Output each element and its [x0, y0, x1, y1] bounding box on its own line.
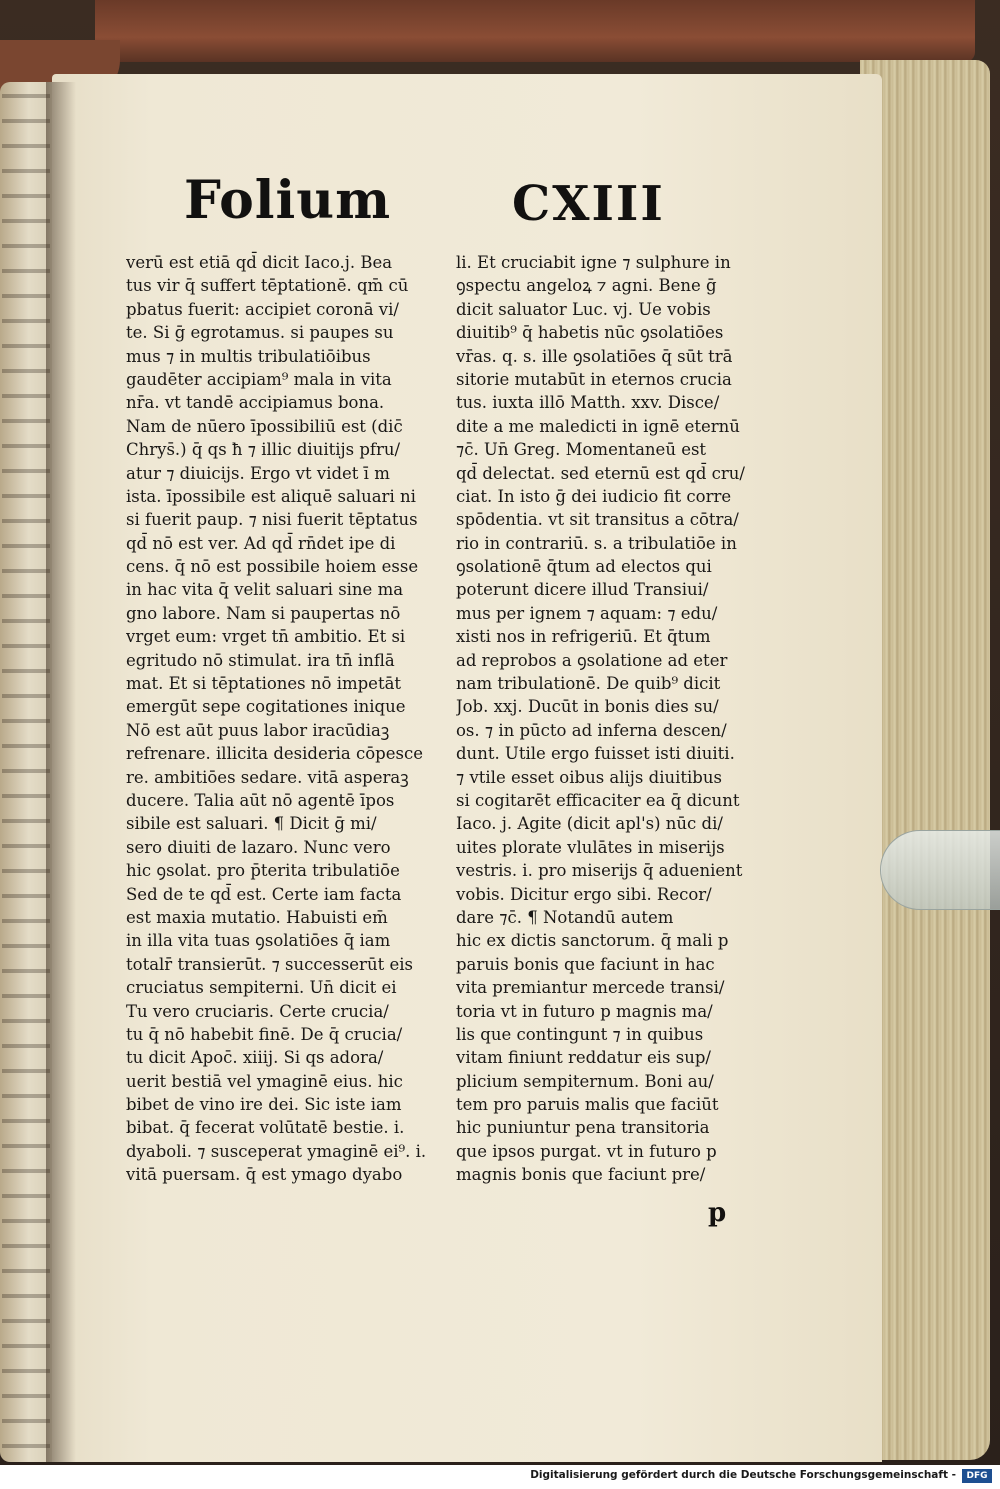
text-line: vita premiantur mercede transi/ [456, 978, 725, 998]
text-line: ducere. Talia aūt nō agentē īpos [126, 790, 395, 810]
text-line: gno labore. Nam si paupertas nō [126, 603, 401, 623]
text-line: si fuerit paup. ⁊ nisi fuerit tēptatus [126, 510, 418, 530]
text-line: vestris. i. pro miserijs q̄ aduenient [456, 861, 743, 881]
text-line: mus per ignem ⁊ aquam: ⁊ edu/ [456, 603, 718, 623]
text-column-right [456, 251, 766, 1187]
text-line: ciat. In isto ḡ dei iudicio fit corre [456, 486, 732, 506]
text-line: re. ambitiōes sedare. vitā asperaꝫ [126, 767, 409, 787]
text-line: lis que contingunt ⁊ in quibus [456, 1024, 704, 1044]
text-line: nr̄a. vt tandē accipiamus bona. [126, 393, 385, 413]
text-line: ista. īpossibile est aliquē saluari ni [126, 486, 416, 506]
text-line: toria vt in futuro p magnis ma/ [456, 1001, 713, 1021]
text-line: magnis bonis que faciunt pre/ [456, 1165, 706, 1185]
text-line: refrenare. illicita desideria cōpesce [126, 744, 423, 764]
text-line: Sed de te qd̄ est. Certe iam facta [126, 884, 402, 904]
text-line: est maxia mutatio. Habuisti em̄ [126, 907, 388, 927]
text-line: os. ⁊ in pūcto ad inferna descen/ [456, 720, 727, 740]
text-line: qd̄ nō est ver. Ad qd̄ rn̄det ipe di [126, 533, 396, 553]
text-line: hic ex dictis sanctorum. q̄ mali p [456, 931, 729, 951]
text-line: bibat. q̄ fecerat volūtatē bestie. i. [126, 1118, 405, 1138]
text-line: tus. iuxta illō Matth. xxv. Disce/ [456, 393, 720, 413]
page-header [0, 170, 1000, 240]
signature-mark: p [708, 1198, 727, 1228]
text-line: Job. xxj. Ducūt in bonis dies su/ [456, 697, 719, 717]
text-line: poterunt dicere illud Transiui/ [456, 580, 709, 600]
text-line: in hac vita q̄ velit saluari sine ma [126, 580, 404, 600]
text-line: dare ⁊c̄. ¶ Notandū autem [456, 907, 674, 927]
text-line: hic puniuntur pena transitoria [456, 1118, 710, 1138]
text-line: atur ⁊ diuicijs. Ergo vt videt ī m [126, 463, 390, 483]
text-line: vrget eum: vrget tn̄ ambitio. Et si [126, 627, 406, 647]
dfg-logo: DFG [962, 1469, 992, 1483]
text-line: vitam finiunt reddatur eis sup/ [456, 1048, 711, 1068]
left-page-edge [0, 82, 52, 1462]
text-line: nam tribulationē. De quib⁹ dicit [456, 674, 721, 694]
text-line: xisti nos in refrigeriū. Et q̄tum [456, 627, 711, 647]
text-line: dite a me maledicti in ignē eternū [456, 416, 740, 436]
text-line: ꝯspectu angeloꝝ ⁊ agni. Bene ḡ [456, 276, 717, 296]
text-line: ꝯsolationē q̄tum ad electos qui [456, 557, 712, 577]
text-line: egritudo nō stimulat. ira tn̄ inflā [126, 650, 395, 670]
text-line: cruciatus sempiterni. Un̄ dicit ei [126, 978, 397, 998]
text-line: uerit bestiā vel ymaginē eius. hic [126, 1071, 403, 1091]
text-line: si cogitarēt efficaciter ea q̄ dicunt [456, 790, 740, 810]
text-line: cens. q̄ nō est possibile hoiem esse [126, 557, 419, 577]
text-line: dunt. Utile ergo fuisset isti diuiti. [456, 744, 735, 764]
footer-credit: Digitalisierung gefördert durch die Deutsche Forschungsgemeinschaft - [530, 1469, 956, 1481]
text-line: tem pro paruis malis que faciūt [456, 1095, 719, 1115]
book-cover-top [95, 0, 975, 62]
page-gutter-shadow [46, 82, 76, 1462]
text-line: qd̄ delectat. sed eternū est qd̄ cru/ [456, 463, 745, 483]
text-line: ⁊c̄. Un̄ Greg. Momentaneū est [456, 440, 707, 460]
text-line: in illa vita tuas ꝯsolatiōes q̄ iam [126, 931, 391, 951]
text-line: sibile est saluari. ¶ Dicit ḡ mi/ [126, 814, 377, 834]
text-line: mus ⁊ in multis tribulatiōibus [126, 346, 371, 366]
text-line: verū est etiā qd̄ dicit Iaco.j. Bea [126, 253, 393, 272]
text-line: plicium sempiternum. Boni au/ [456, 1071, 714, 1091]
text-line: ad reprobos a ꝯsolatione ad eter [456, 650, 728, 670]
text-line: Iaco. j. Agite (dicit apl's) nūc di/ [456, 814, 723, 834]
text-line: dicit saluator Luc. vj. Ue vobis [456, 299, 711, 319]
text-line: sero diuiti de lazaro. Nunc vero [126, 837, 391, 857]
text-line: emergūt sepe cogitationes inique [126, 697, 406, 717]
text-line: gaudēter accipiam⁹ mala in vita [126, 369, 392, 389]
text-line: dyaboli. ⁊ susceperat ymaginē ei⁹. i. [126, 1141, 427, 1161]
text-line: spōdentia. vt sit transitus a cōtra/ [456, 510, 739, 530]
text-line: bibet de vino ire dei. Sic iste iam [126, 1095, 402, 1115]
text-line: mat. Et si tēptationes nō impetāt [126, 674, 402, 694]
text-line: ⁊ vtile esset oibus alijs diuitibus [456, 767, 722, 787]
text-line: Nam de nūero īpossibiliū est (dic̄ [126, 416, 403, 436]
text-line: tu q̄ nō habebit finē. De q̄ crucia/ [126, 1024, 403, 1044]
text-line: Tu vero cruciaris. Certe crucia/ [126, 1001, 389, 1021]
text-line: rio in contrariū. s. a tribulatiōe in [456, 533, 737, 553]
text-line: vitā puersam. q̄ est ymago dyabo [126, 1165, 403, 1185]
page-clip [880, 830, 1000, 910]
text-line: li. Et cruciabit igne ⁊ sulphure in [456, 253, 731, 272]
text-line: uites plorate vlulātes in miserijs [456, 837, 725, 857]
text-line: sitorie mutabūt in eternos crucia [456, 369, 732, 389]
folio-number: CXIII [512, 176, 665, 232]
text-line: totalr̄ transierūt. ⁊ successerūt eis [126, 954, 413, 974]
text-line: pbatus fuerit: accipiet coronā vi/ [126, 299, 399, 319]
text-line: te. Si ḡ egrotamus. si paupes su [126, 323, 394, 343]
running-title: Folium [184, 170, 392, 231]
footer-bar [0, 1465, 1000, 1489]
text-line: vr̄as. q. s. ille ꝯsolatiōes q̄ sūt trā [456, 346, 733, 366]
text-line: que ipsos purgat. vt in futuro p [456, 1141, 717, 1161]
text-column-left [126, 251, 436, 1187]
text-line: Nō est aūt puus labor iracūdiaꝫ [126, 720, 390, 740]
text-line: vobis. Dicitur ergo sibi. Recor/ [456, 884, 712, 904]
text-line: tus vir q̄ suffert tēptationē. qm̄ cū [126, 276, 409, 296]
text-line: tu dicit Apoc̄. xiiij. Si qs adora/ [126, 1048, 384, 1068]
text-line: paruis bonis que faciunt in hac [456, 954, 715, 974]
text-line: diuitib⁹ q̄ habetis nūc ꝯsolatiōes [456, 323, 724, 343]
text-line: hic ꝯsolat. pro p̄terita tribulatiōe [126, 861, 400, 881]
text-line: Chrys̄.) q̄ qs ħ ⁊ illic diuitijs pfru/ [126, 440, 401, 460]
